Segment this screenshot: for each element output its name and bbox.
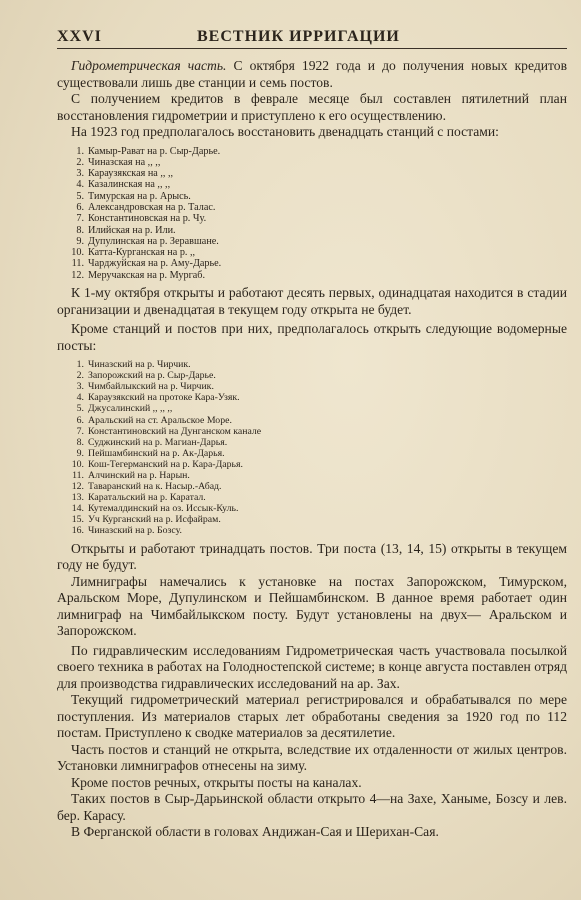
post-item bbox=[70, 426, 567, 437]
list-item-text: Караузякский на протоке Кара-Узяк. bbox=[88, 392, 240, 404]
list-item-text: Чимбайлыкский на р. Чирчик. bbox=[88, 381, 214, 393]
list-item-number: 13. bbox=[71, 492, 84, 504]
post-item bbox=[70, 392, 567, 403]
post-item bbox=[70, 403, 567, 414]
stations-list bbox=[57, 146, 567, 282]
list-item-text: Меручакская на р. Мургаб. bbox=[88, 269, 206, 281]
station-item bbox=[70, 258, 567, 269]
list-item-number: 9. bbox=[76, 235, 84, 247]
post-item bbox=[70, 525, 567, 536]
paragraph-syr-darya: Таких постов в Сыр-Дарьинской области открыто 4—на Захе, Ханыме, Бозсу и лев. бер. Карасу. bbox=[57, 791, 567, 823]
journal-title: ВЕСТНИК ИРРИГАЦИИ bbox=[197, 28, 400, 45]
list-item-number: 1. bbox=[76, 359, 84, 371]
post-item bbox=[70, 359, 567, 370]
list-item-text: Дупулинская на р. Зеравшане. bbox=[88, 235, 219, 247]
page-body bbox=[57, 58, 567, 841]
list-item-number: 11. bbox=[72, 470, 84, 481]
station-item bbox=[70, 191, 567, 202]
list-item-number: 5. bbox=[76, 190, 84, 202]
list-item-text: Аральский на ст. Аральское Море. bbox=[88, 414, 232, 426]
post-item bbox=[70, 514, 567, 525]
page-header bbox=[57, 26, 567, 49]
list-item-number: 2. bbox=[76, 370, 84, 382]
list-item-number: 6. bbox=[76, 201, 84, 213]
list-item-number: 10. bbox=[71, 458, 84, 470]
post-item bbox=[70, 459, 567, 470]
paragraph-posts-status: Открыты и работают тринадцать постов. Три поста (13, 14, 15) открыты в текущем году не будут. bbox=[57, 540, 567, 573]
list-item-text: Чиназская на ,, ,, bbox=[88, 156, 161, 168]
list-item-text: Тимурская на р. Арысь. bbox=[88, 190, 191, 202]
list-item-text: Пейшамбинский на р. Ак-Дарья. bbox=[88, 447, 225, 459]
paragraph-1923: На 1923 год предполагалось восстановить двенадцать станций с постами: bbox=[71, 124, 499, 139]
list-item-number: 3. bbox=[76, 168, 84, 180]
list-item-text: Уч Курганский на р. Исфайрам. bbox=[88, 514, 221, 526]
list-item-number: 12. bbox=[71, 481, 84, 493]
list-item-text: Джусалинский ,, ,, ,, bbox=[88, 403, 173, 415]
list-item-number: 9. bbox=[76, 447, 84, 459]
list-item-number: 6. bbox=[76, 414, 84, 426]
list-item-text: Суджинский на р. Магиан-Дарья. bbox=[88, 436, 228, 448]
station-item bbox=[70, 225, 567, 236]
post-item bbox=[70, 415, 567, 426]
post-item bbox=[70, 448, 567, 459]
station-item bbox=[70, 168, 567, 179]
list-item-number: 2. bbox=[76, 156, 84, 168]
list-item-text: Чиназский на р. Бозсу. bbox=[88, 525, 182, 537]
list-item-number: 14. bbox=[71, 503, 84, 515]
section-title: Гидрометрическая часть. bbox=[71, 58, 227, 73]
list-item-number: 5. bbox=[76, 403, 84, 415]
list-item-number: 4. bbox=[76, 179, 84, 191]
posts-list bbox=[57, 359, 567, 537]
list-item-text: Александровская на р. Талас. bbox=[88, 201, 216, 213]
list-item-number: 3. bbox=[76, 381, 84, 393]
post-item bbox=[70, 481, 567, 492]
station-item bbox=[70, 236, 567, 247]
list-item-number: 15. bbox=[71, 514, 84, 526]
paragraph-limnigraphs: Лимниграфы намечались к установке на постах Запорожском, Тимурском, Аральском Море, Дупулинском и Пейшамбинском. В данное время работает один лимниграф на Чимбайлыкском посту. Будут установлены на двух— Аральском и Запорожском. bbox=[57, 573, 567, 639]
list-item-text: Константиновская на р. Чу. bbox=[88, 213, 207, 225]
station-item bbox=[70, 157, 567, 168]
post-item bbox=[70, 503, 567, 514]
station-item bbox=[70, 270, 567, 281]
list-item-text: Илийская на р. Или. bbox=[88, 224, 176, 236]
station-item bbox=[70, 202, 567, 213]
paragraph-material: Текущий гидрометрический материал регистрировался и обрабатывался по мере поступления. Из материалов старых лет обработаны сведения за 1920 год по 112 постам. Приступлено к сводке материалов за десятилетие. bbox=[57, 692, 567, 741]
paragraph-fergana: В Ферганской области в головах Андижан-Сая и Шерихан-Сая. bbox=[71, 824, 439, 840]
list-item-number: 7. bbox=[76, 425, 84, 437]
list-item-number: 11. bbox=[71, 258, 84, 270]
list-item-text: Камыр-Рават на р. Сыр-Дарье. bbox=[88, 145, 221, 157]
list-item-number: 7. bbox=[76, 213, 84, 225]
list-item-text: Кош-Тегерманский на р. Кара-Дарья. bbox=[88, 458, 243, 470]
list-item-text: Каратальский на р. Каратал. bbox=[88, 492, 206, 504]
station-item bbox=[70, 146, 567, 157]
list-item-text: Казалинская на ,, ,, bbox=[88, 179, 171, 191]
paragraph-hydraulic: По гидравлическим исследованиям Гидрометрическая часть участвовала посылкой своего техника в работах на Голодностепской системе; в конце августа поставлен отряд для производства гидравлических исследований на ар. Зах. bbox=[57, 642, 567, 691]
list-item-text: Алчинский на р. Нарын. bbox=[88, 470, 190, 481]
station-item bbox=[70, 247, 567, 258]
list-item-number: 8. bbox=[76, 436, 84, 448]
post-item bbox=[70, 370, 567, 381]
list-item-text: Чарджуйская на р. Аму-Дарье. bbox=[88, 258, 222, 270]
list-item-number: 1. bbox=[76, 145, 84, 157]
station-item bbox=[70, 179, 567, 190]
page-number: XXVI bbox=[57, 28, 102, 45]
list-item-text: Таваранский на к. Насыр.-Абад. bbox=[88, 481, 222, 493]
list-item-text: Катта-Курганская на р. ,, bbox=[88, 247, 196, 259]
paragraph-plan: С получением кредитов в феврале месяце был составлен пятилетний план восстановления гидрометрии и приступлено к его осуществлению. bbox=[57, 91, 567, 123]
post-item bbox=[70, 381, 567, 392]
list-item-text: Караузякская на ,, ,, bbox=[88, 168, 174, 180]
station-item bbox=[70, 213, 567, 224]
post-item bbox=[70, 470, 567, 481]
intro-text: С октября 1922 года и до получения новых кредитов существовали лишь две станции и семь постов. bbox=[57, 58, 567, 90]
paragraph-canal-posts: Кроме постов речных, открыты посты на каналах. bbox=[71, 774, 362, 790]
paragraph-status: К 1-му октября открыты и работают десять первых, одинадцатая находится в стадии организации и двенадцатая в текущем году открыта не будет. bbox=[57, 285, 567, 317]
list-item-text: Константиновский на Дунганском канале bbox=[88, 425, 262, 437]
list-item-number: 4. bbox=[76, 392, 84, 404]
post-item bbox=[70, 492, 567, 503]
paragraph-intro bbox=[57, 58, 567, 91]
list-item-number: 16. bbox=[71, 525, 84, 537]
list-item-text: Запорожский на р. Сыр-Дарье. bbox=[88, 370, 216, 382]
paragraph-posts-intro: Кроме станций и постов при них, предполагалось открыть следующие водомерные посты: bbox=[57, 321, 567, 353]
list-item-text: Кутемалдинский на оз. Иссык-Куль. bbox=[88, 503, 239, 515]
list-item-number: 12. bbox=[71, 269, 84, 281]
post-item bbox=[70, 437, 567, 448]
list-item-number: 10. bbox=[71, 247, 84, 259]
list-item-number: 8. bbox=[76, 224, 84, 236]
paragraph-not-opened: Часть постов и станций не открыта, вследствие их отдаленности от жилых центров. Установки лимниграфов отнесены на зиму. bbox=[57, 741, 567, 774]
list-item-text: Чиназский на р. Чирчик. bbox=[88, 359, 191, 371]
